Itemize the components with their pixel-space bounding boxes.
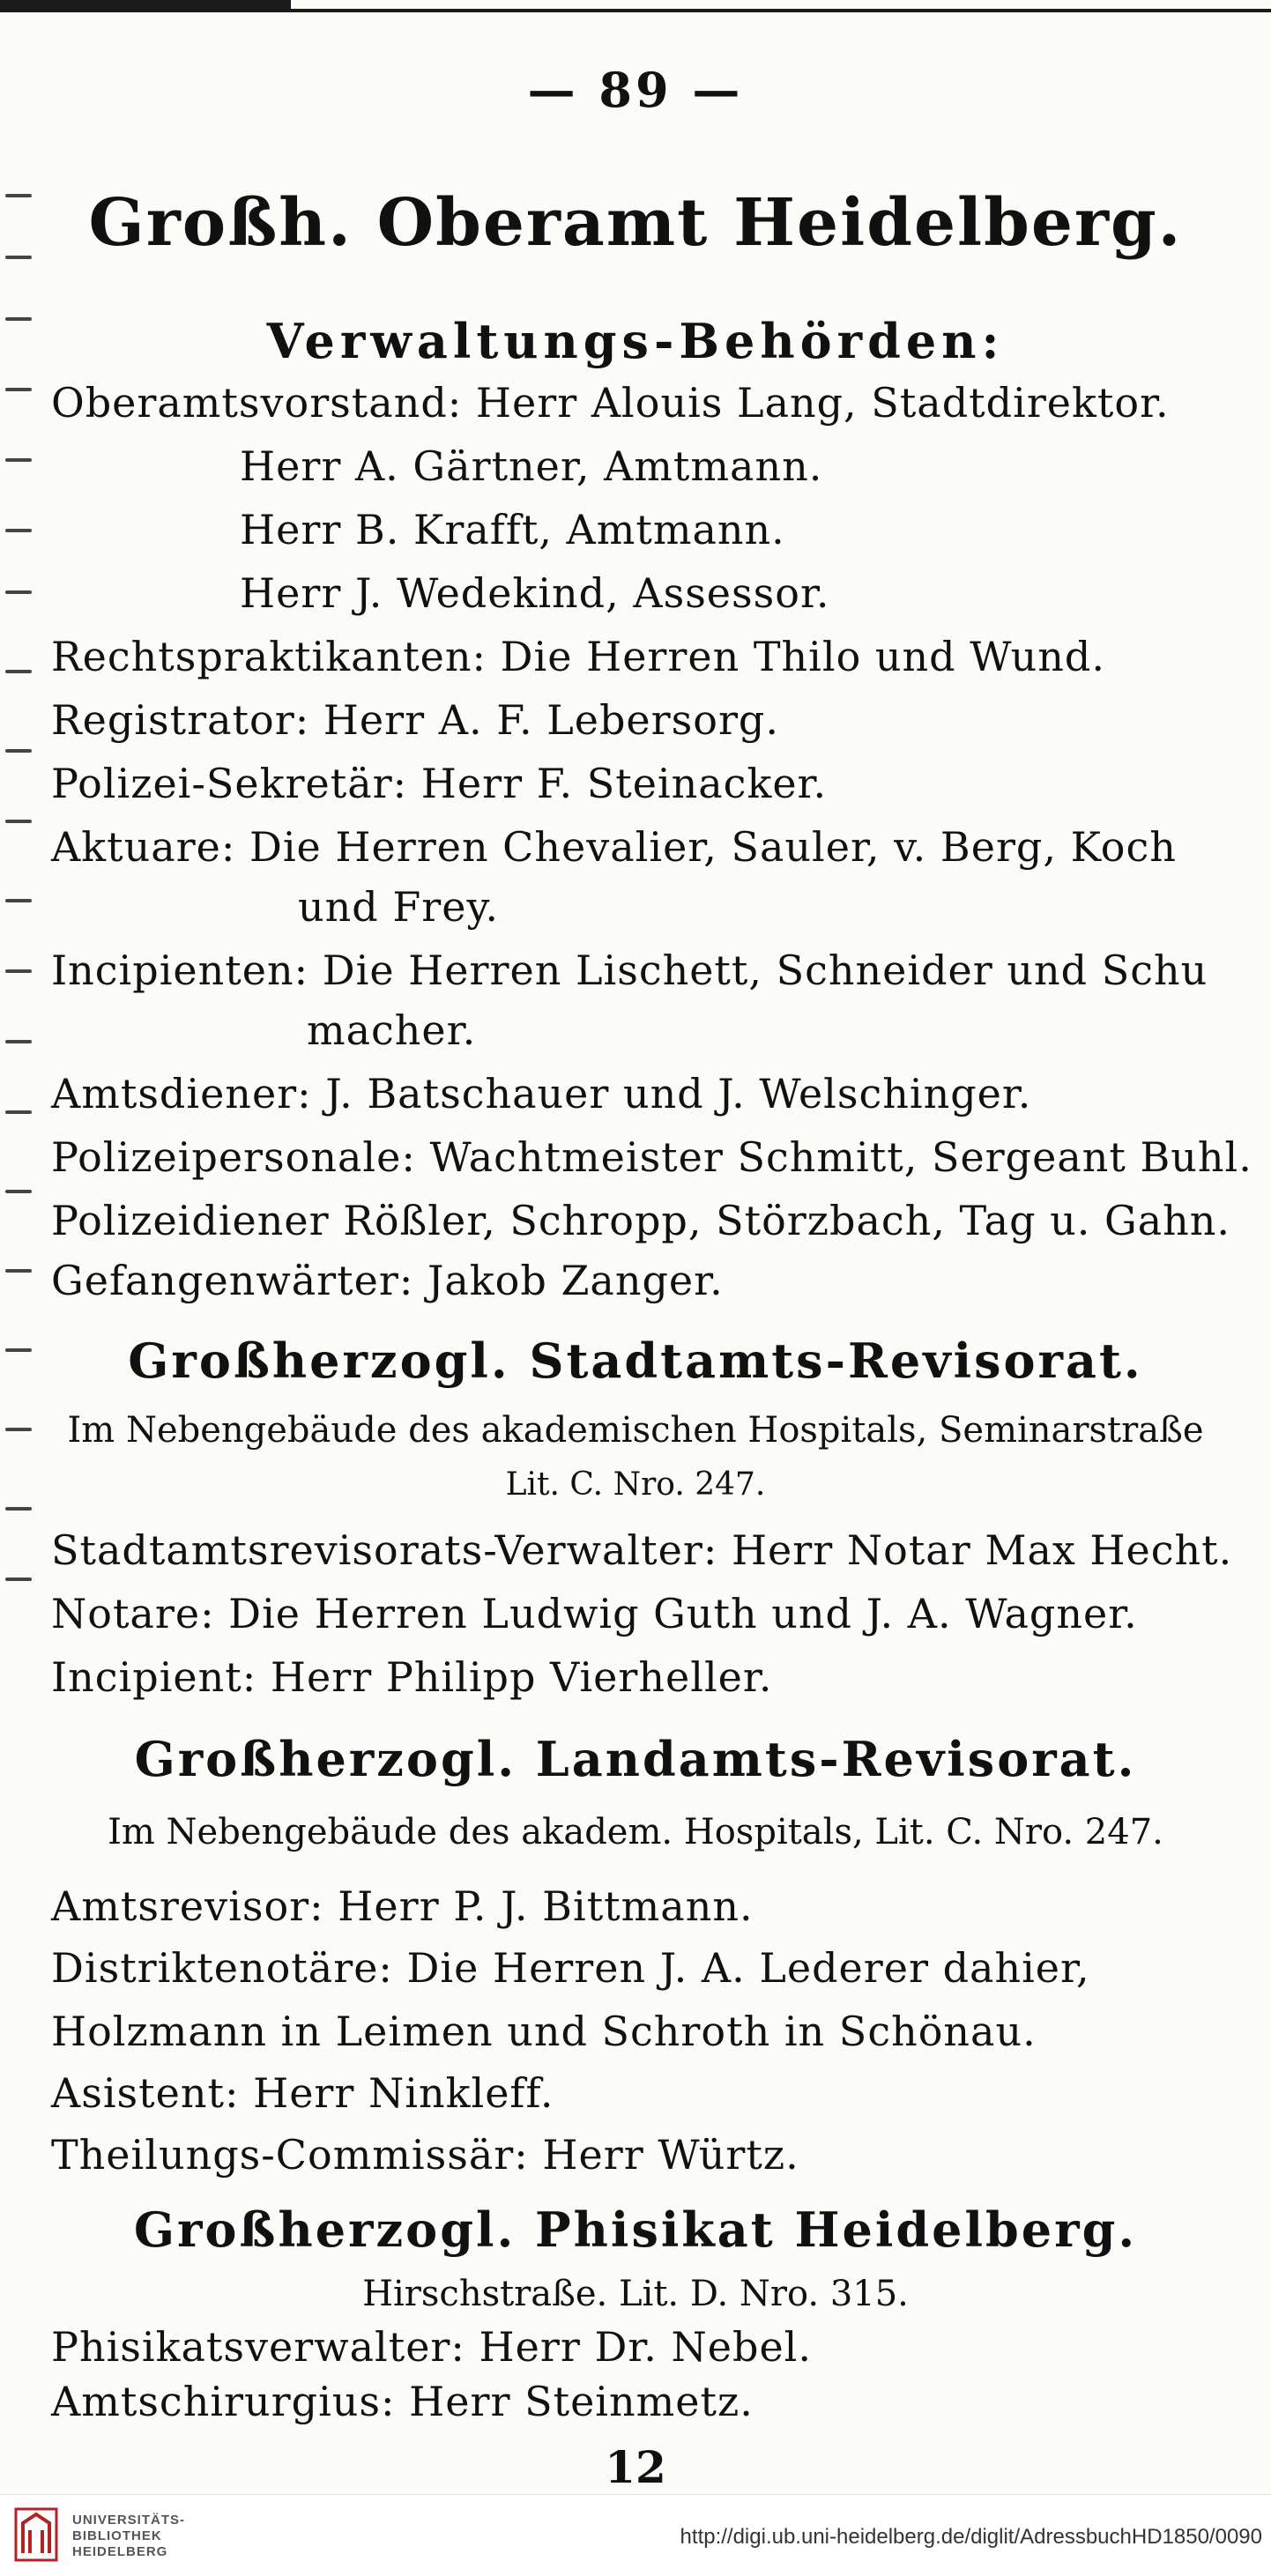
entry-line: Gefangenwärter: Jakob Zanger.	[51, 1257, 724, 1304]
section-heading-verwaltung: Verwaltungs-Behörden:	[266, 313, 1005, 369]
signature-mark: 12	[605, 2441, 666, 2493]
entry-line: Holzmann in Leimen und Schroth in Schönau.	[51, 2008, 1037, 2055]
section-heading-stadtamt: Großherzogl. Stadtamts-Revisorat.	[128, 1333, 1143, 1389]
entry-line: Notare: Die Herren Ludwig Guth und J. A. Wagner.	[51, 1590, 1138, 1637]
viewer-footer	[0, 2494, 1271, 2576]
entry-line: Rechtspraktikanten: Die Herren Thilo und Wund.	[51, 633, 1105, 680]
binding-edge	[0, 176, 42, 1604]
entry-line: Aktuare: Die Herren Chevalier, Sauler, v. Berg, Koch	[51, 823, 1177, 871]
section-heading-physikat: Großherzogl. Phisikat Heidelberg.	[133, 2201, 1138, 2258]
section-address: Im Nebengebäude des akadem. Hospitals, Lit. C. Nro. 247.	[108, 1812, 1163, 1852]
entry-line: Polizeipersonale: Wachtmeister Schmitt, Sergeant Buhl.	[51, 1133, 1252, 1181]
entry-line: Amtsdiener: J. Batschauer und J. Welschinger.	[51, 1070, 1032, 1117]
section-address: Lit. C. Nro. 247.	[505, 1466, 766, 1503]
section-address: Im Nebengebäude des akademischen Hospitals, Seminarstraße	[67, 1410, 1204, 1451]
entry-line: Phisikatsverwalter: Herr Dr. Nebel.	[51, 2323, 812, 2371]
entry-line: Incipient: Herr Philipp Vierheller.	[51, 1653, 773, 1701]
section-address: Hirschstraße. Lit. D. Nro. 315.	[362, 2274, 909, 2314]
entry-line: Registrator: Herr A. F. Lebersorg.	[51, 696, 779, 744]
entry-line: und Frey.	[298, 883, 499, 931]
library-name: UNIVERSITÄTS- BIBLIOTHEK HEIDELBERG	[72, 2513, 186, 2559]
page-title: Großh. Oberamt Heidelberg.	[88, 185, 1183, 261]
entry-line: Herr A. Gärtner, Amtmann.	[240, 442, 823, 490]
entry-line: Polizei-Sekretär: Herr F. Steinacker.	[51, 760, 828, 807]
entry-line: Asistent: Herr Ninkleff.	[51, 2069, 554, 2117]
entry-line: Amtsrevisor: Herr P. J. Bittmann.	[51, 1882, 754, 1930]
page-number: — 89 —	[527, 62, 744, 118]
entry-line: Incipienten: Die Herren Lischett, Schneider und Schu	[51, 947, 1208, 994]
entry-line: Amtschirurgius: Herr Steinmetz.	[51, 2378, 754, 2425]
permalink-url[interactable]: http://digi.ub.uni-heidelberg.de/diglit/AdressbuchHD1850/0090	[680, 2525, 1262, 2549]
entry-line: Theilungs-Commissär: Herr Würtz.	[51, 2131, 799, 2179]
entry-line: Stadtamtsrevisorats-Verwalter: Herr Notar Max Hecht.	[51, 1526, 1233, 1574]
entry-line: Oberamtsvorstand: Herr Alouis Lang, Stadtdirektor.	[51, 379, 1170, 427]
entry-line: Herr J. Wedekind, Assessor.	[240, 569, 830, 617]
entry-line: Herr B. Krafft, Amtmann.	[240, 506, 785, 553]
entry-line: macher.	[307, 1006, 477, 1054]
section-heading-landamt: Großherzogl. Landamts-Revisorat.	[134, 1731, 1137, 1787]
entry-line: Polizeidiener Rößler, Schropp, Störzbach, Tag u. Gahn.	[51, 1197, 1231, 1244]
entry-line: Distriktenotäre: Die Herren J. A. Lederer dahier,	[51, 1944, 1090, 1992]
library-logo-icon[interactable]	[14, 2507, 58, 2562]
